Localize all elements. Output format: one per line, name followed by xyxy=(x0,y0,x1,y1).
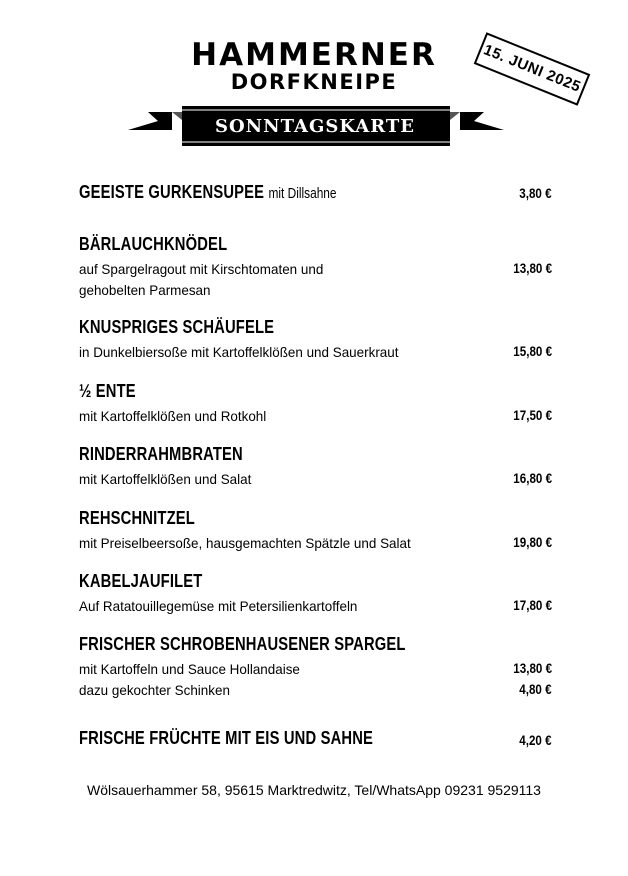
dish-name: GEEISTE GURKENSUPEE mit Dillsahne xyxy=(79,182,337,202)
dish-price: 19,80 € xyxy=(513,535,552,550)
restaurant-name: HAMMERNER xyxy=(191,37,437,73)
menu-card-title: SONNTAGSKARTE xyxy=(215,116,415,137)
dish-description: mit Kartoffeln und Sauce Hollandaise xyxy=(79,661,300,677)
dish-name: RINDERRAHMBRATEN xyxy=(79,444,243,464)
dish-price: 17,80 € xyxy=(513,598,552,613)
dish-description: dazu gekochter Schinken xyxy=(79,682,230,698)
dish-price: 13,80 € xyxy=(513,261,552,276)
dish-price: 16,80 € xyxy=(513,471,552,486)
dish-price: 13,80 € xyxy=(513,661,552,676)
dish-name: FRISCHE FRÜCHTE MIT EIS UND SAHNE xyxy=(79,728,374,748)
dish-price: 3,80 € xyxy=(519,186,552,201)
dish-price: 4,80 € xyxy=(519,682,552,697)
dish-name: BÄRLAUCHKNÖDEL xyxy=(79,234,228,254)
dish-description: Auf Ratatouillegemüse mit Petersilienkartoffeln xyxy=(79,598,358,614)
dish-description: mit Kartoffelklößen und Salat xyxy=(79,471,252,487)
dish-description: mit Kartoffelklößen und Rotkohl xyxy=(79,408,267,424)
dish-description: in Dunkelbiersoße mit Kartoffelklößen und Sauerkraut xyxy=(79,344,399,360)
dish-description: auf Spargelragout mit Kirschtomaten und xyxy=(79,261,324,277)
dish-name: KABELJAUFILET xyxy=(79,571,203,591)
address-footer: Wölsauerhammer 58, 95615 Marktredwitz, Tel/WhatsApp 09231 9529113 xyxy=(87,782,541,798)
date-stamp: 15. JUNI 2025 xyxy=(474,32,591,105)
dish-name: KNUSPRIGES SCHÄUFELE xyxy=(79,317,275,337)
dish-name: ½ ENTE xyxy=(79,381,136,401)
dish-price: 17,50 € xyxy=(513,408,552,423)
dish-description: mit Preiselbeersoße, hausgemachten Spätzle und Salat xyxy=(79,535,411,551)
dish-price: 4,20 € xyxy=(519,733,552,748)
dish-name: REHSCHNITZEL xyxy=(79,508,195,528)
dish-name: FRISCHER SCHROBENHAUSENER SPARGEL xyxy=(79,634,406,654)
dish-price: 15,80 € xyxy=(513,344,552,359)
restaurant-subtitle: DORFKNEIPE xyxy=(230,70,398,94)
dish-inline-description: mit Dillsahne xyxy=(268,186,337,202)
dish-description: gehobelten Parmesan xyxy=(79,282,211,298)
